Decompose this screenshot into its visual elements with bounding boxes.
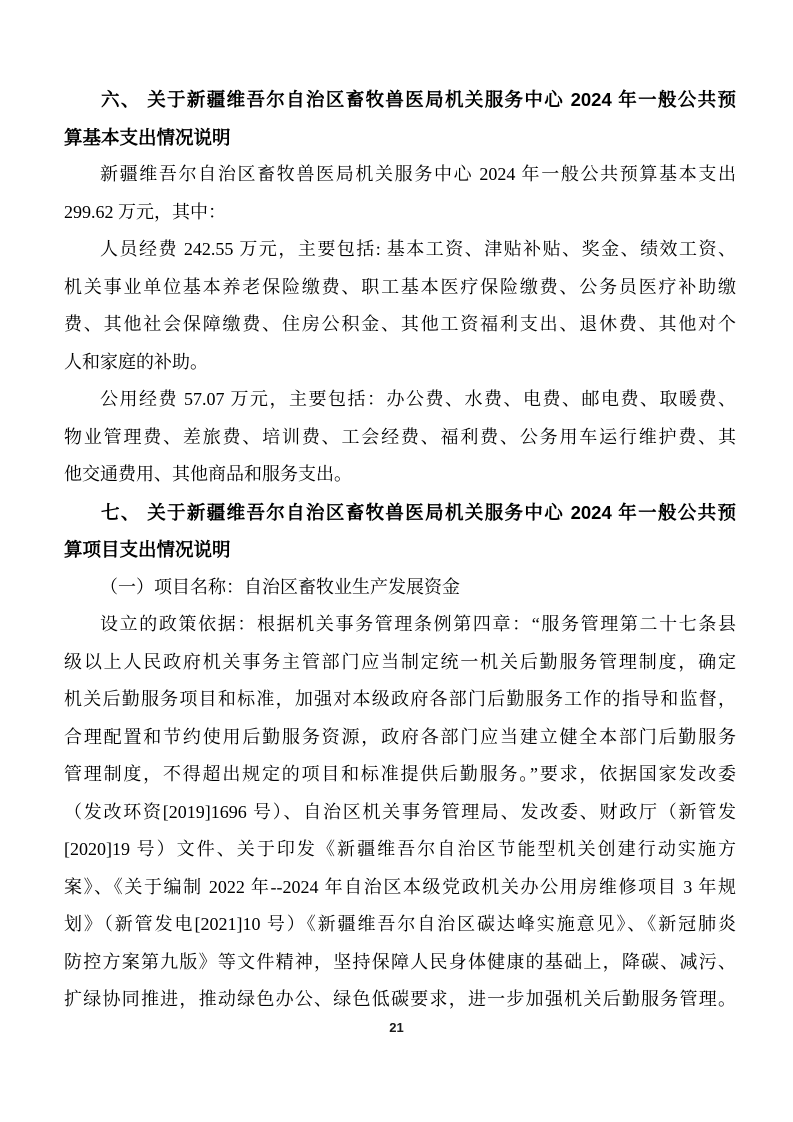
section-heading-line: 算项目支出情况说明 [64, 539, 231, 560]
section-heading-line: 六、 关于新疆维吾尔自治区畜牧兽医局机关服务中心 2024 年一般公共预 [101, 89, 736, 110]
section-heading-line: 算基本支出情况说明 [64, 126, 231, 148]
paragraph-line: 299.62 万元，其中： [64, 201, 226, 222]
paragraph-line: 人员经费 242.55 万元，主要包括: 基本工资、津贴补贴、奖金、绩效工资、 [100, 239, 736, 259]
paragraph-line: 机关事业单位基本养老保险缴费、职工基本医疗保险缴费、公务员医疗补助缴 [64, 276, 736, 297]
paragraph-line: 级以上人民政府机关事务主管部门应当制定统一机关后勤服务管理制度，确定 [64, 651, 736, 672]
paragraph-line: 管理制度，不得超出规定的项目和标准提供后勤服务。”要求，依据国家发改委 [64, 764, 736, 784]
paragraph-line: 划》（新管发电[2021]10 号）《新疆维吾尔自治区碳达峰实施意见》、《新冠肺炎 [64, 914, 736, 934]
paragraph-line: 费、其他社会保障缴费、住房公积金、其他工资福利支出、退休费、其他对个 [64, 314, 736, 334]
paragraph-line: 他交通费用、其他商品和服务支出。 [64, 464, 352, 484]
paragraph-line: 物业管理费、差旅费、培训费、工会经费、福利费、公务用车运行维护费、其 [64, 426, 736, 447]
paragraph-line: 新疆维吾尔自治区畜牧兽医局机关服务中心 2024 年一般公共预算基本支出 [100, 164, 736, 184]
paragraph-line: 案》、《关于编制 2022 年--2024 年自治区本级党政机关办公用房维修项目 3 年规 [64, 876, 736, 897]
paragraph-line: 防控方案第九版》等文件精神，坚持保障人民身体健康的基础上，降碳、减污、 [64, 951, 736, 972]
paragraph-line: 扩绿协同推进，推动绿色办公、绿色低碳要求，进一步加强机关后勤服务管理。 [64, 989, 736, 1009]
paragraph-line: 合理配置和节约使用后勤服务资源，政府各部门应当建立健全本部门后勤服务 [64, 726, 736, 747]
section-heading-line: 七、 关于新疆维吾尔自治区畜牧兽医局机关服务中心 2024 年一般公共预 [101, 501, 736, 523]
document-body [64, 81, 736, 1019]
paragraph-line: 公用经费 57.07 万元，主要包括：办公费、水费、电费、邮电费、取暖费、 [100, 389, 736, 409]
paragraph-line: [2020]19 号）文件、关于印发《新疆维吾尔自治区节能型机关创建行动实施方 [64, 839, 736, 859]
paragraph-line: （一）项目名称：自治区畜牧业生产发展资金 [100, 576, 460, 597]
page-number: 21 [389, 1020, 404, 1035]
paragraph-line: 机关后勤服务项目和标准，加强对本级政府各部门后勤服务工作的指导和监督， [64, 689, 736, 709]
paragraph-line: 设立的政策依据：根据机关事务管理条例第四章：“服务管理第二十七条县 [100, 614, 736, 634]
paragraph-line: （发改环资[2019]1696 号）、自治区机关事务管理局、发改委、财政厅（新管发 [64, 801, 736, 822]
paragraph-line: 人和家庭的补助。 [64, 351, 208, 372]
